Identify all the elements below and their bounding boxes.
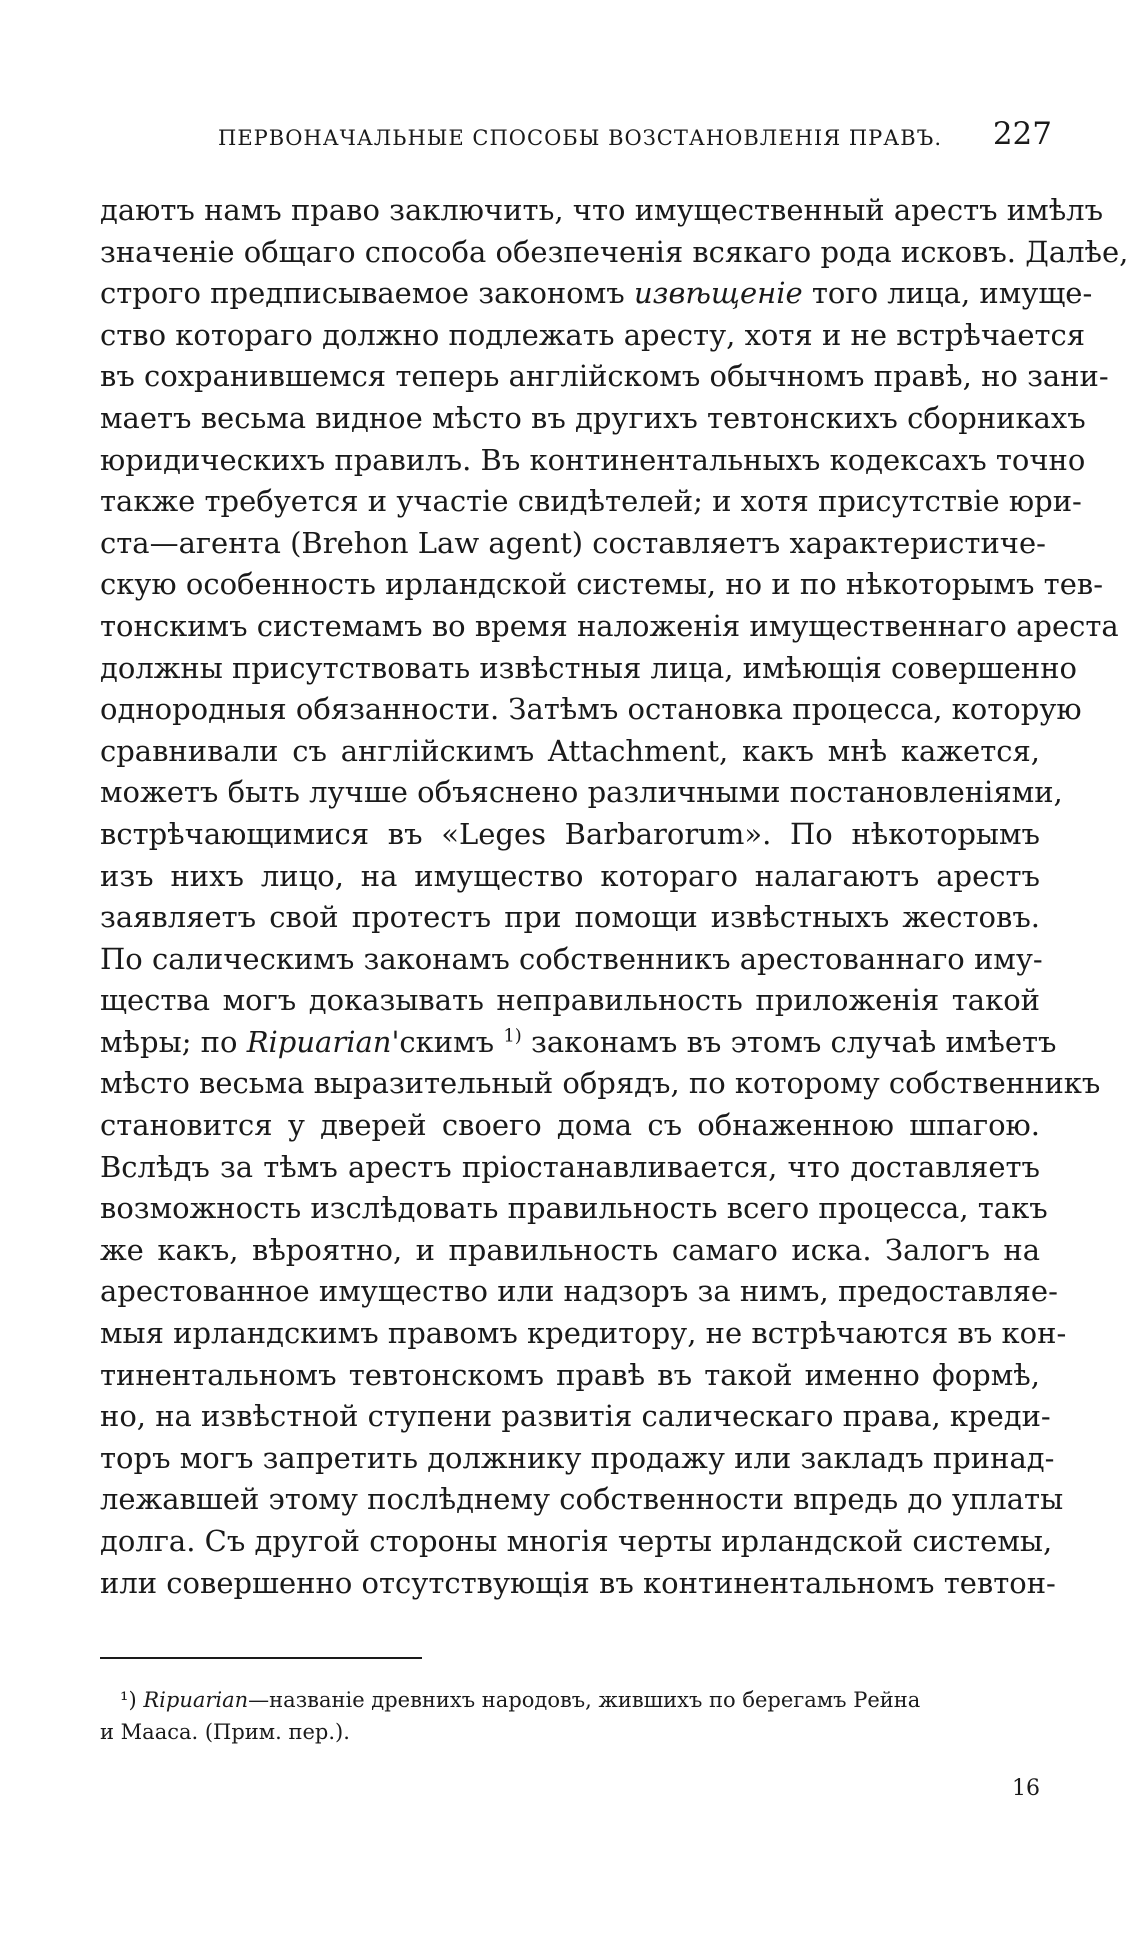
footnote [100, 1684, 1040, 1748]
text-line: маетъ весьма видное мѣсто въ другихъ тевтонскихъ сборникахъ [100, 400, 1086, 435]
text-line: мѣсто весьма выразительный обрядъ, по которому собственникъ [100, 1066, 1101, 1101]
text-line: юридическихъ правилъ. Въ континентальныхъ кодексахъ точно [100, 442, 1086, 477]
text-line: лежавшей этому послѣднему собственности впредь до уплаты [100, 1482, 1064, 1517]
text-line: встрѣчающимися въ «Leges Barbarorum». По нѣкоторымъ [100, 816, 1040, 851]
text-line: но, на извѣстной ступени развитія салическаго права, креди- [100, 1399, 1051, 1434]
text-line: даютъ намъ право заключить, что имущественный арестъ имѣлъ [100, 193, 1104, 227]
text-line: изъ нихъ лицо, на имущество котораго налагаютъ арестъ [100, 858, 1040, 893]
text-line: щества могъ доказывать неправильность приложенія такой [100, 983, 1040, 1018]
footnote-divider [100, 1657, 422, 1659]
text-line: тинентальномъ тевтонскомъ правѣ въ такой именно формѣ, [100, 1357, 1040, 1392]
footnote-term: Ripuarian [143, 1688, 249, 1712]
text-line: заявляетъ свой протестъ при помощи извѣстныхъ жестовъ. [100, 900, 1040, 935]
text-line: Вслѣдъ за тѣмъ арестъ пріостанавливается, что доставляетъ [100, 1149, 1040, 1184]
running-title: ПЕРВОНАЧАЛЬНЫЕ СПОСОБЫ ВОЗСТАНОВЛЕНІЯ ПРАВЪ. [218, 126, 942, 150]
text-line: ство котораго должно подлежать аресту, хотя и не встрѣчается [100, 317, 1086, 352]
text-line: торъ могъ запретить должнику продажу или закладъ принад- [100, 1440, 1055, 1475]
text-line: сравнивали съ англійскимъ Attachment, какъ мнѣ кажется, [100, 733, 1040, 768]
text-line: строго предписываемое закономъ извѣщеніе того лица, имуще- [100, 276, 1093, 311]
text-line: По салическимъ законамъ собственникъ арестованнаго иму- [100, 941, 1043, 976]
italic-term: Ripuarian [246, 1024, 392, 1059]
text-line: возможность изслѣдовать правильность всего процесса, такъ [100, 1191, 1048, 1226]
text-line: или совершенно отсутствующія въ континентальномъ тевтон- [100, 1565, 1056, 1600]
text-line: тонскимъ системамъ во время наложенія имущественнаго ареста [100, 608, 1119, 643]
text-line: арестованное имущество или надзоръ за нимъ, предоставляе- [100, 1274, 1058, 1309]
footnote-line: и Мааса. (Прим. пер.). [100, 1720, 350, 1744]
text-line: скую особенность ирландской системы, но и по нѣкоторымъ тев- [100, 567, 1104, 602]
text-line: въ сохранившемся теперь англійскомъ обычномъ правѣ, но зани- [100, 359, 1109, 394]
footnote-marker: ¹) [120, 1688, 137, 1712]
text-line: ста—агента (Brehon Law agent) составляетъ характеристиче- [100, 525, 1046, 560]
signature-mark: 16 [1012, 1776, 1040, 1801]
text-line: долга. Съ другой стороны многія черты ирландской системы, [100, 1524, 1053, 1558]
text-line: должны присутствовать извѣстныя лица, имѣющія совершенно [100, 650, 1078, 685]
italic-term: извѣщеніе [633, 276, 803, 311]
text-line: однородныя обязанности. Затѣмъ остановка процесса, которую [100, 692, 1082, 727]
text-line: становится у дверей своего дома съ обнаженною шпагою. [100, 1108, 1040, 1143]
text-line: же какъ, вѣроятно, и правильность самаго иска. Залогъ на [100, 1232, 1040, 1267]
footnote-ref: 1) [503, 1025, 522, 1047]
text-line: также требуется и участіе свидѣтелей; и хотя присутствіе юри- [100, 484, 1082, 519]
main-text [100, 190, 1129, 1604]
text-line: мѣры; по Ripuarian'скимъ $^{1)}$ законамъ въ этомъ случаѣ имѣетъ [100, 1024, 1057, 1059]
page-number: 227 [992, 116, 1052, 152]
text-line: мыя ирландскимъ правомъ кредитору, не встрѣчаются въ кон- [100, 1316, 1067, 1351]
footnote-line: ¹) Ripuarian—названіе древнихъ народовъ, жившихъ по берегамъ Рейна [120, 1688, 921, 1712]
text-line: можетъ быть лучше объяснено различными постановленіями, [100, 775, 1063, 810]
text-line: значеніе общаго способа обезпеченія всякаго рода исковъ. Далѣе, [100, 234, 1129, 269]
